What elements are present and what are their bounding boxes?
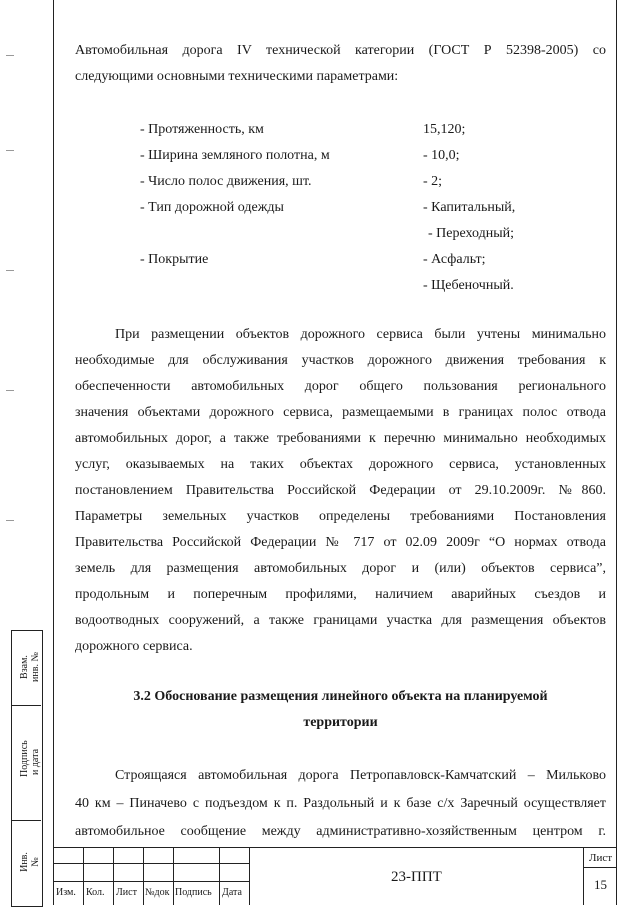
margin-mark	[6, 150, 14, 151]
paragraph-line: автомобильное сообщение между административно-хозяйственным центром г.	[75, 824, 606, 839]
col-line	[53, 847, 54, 905]
side-label-inv: Инв. №	[19, 852, 41, 872]
side-divider	[11, 705, 41, 706]
param-name: - Ширина земляного полотна, м	[140, 148, 330, 163]
side-label-vzam: Взам. инв. №	[19, 652, 41, 682]
col-line	[143, 847, 144, 905]
frame-left-border	[53, 0, 54, 905]
title-block-top-line	[53, 847, 616, 848]
paragraph-line: Строящаяся автомобильная дорога Петропавловск-Камчатский – Мильково	[115, 768, 606, 783]
col-data: Дата	[222, 887, 242, 898]
side-stamp-cells	[11, 630, 41, 905]
col-ndok: №док	[145, 887, 170, 898]
param-value: 15,120;	[423, 122, 466, 137]
intro-line-1: Автомобильная дорога IV технической категории (ГОСТ Р 52398-2005) со	[75, 43, 606, 58]
intro-text	[75, 38, 606, 90]
param-value: - Переходный;	[428, 226, 514, 241]
heading-line-2: территории	[303, 715, 378, 730]
document-code: 23-ППТ	[391, 869, 442, 885]
paragraph-line: При размещении объектов дорожного сервиса были учтены минимально	[115, 327, 606, 342]
col-line	[113, 847, 114, 905]
col-line	[83, 847, 84, 905]
param-row	[135, 169, 535, 195]
paragraph-line: значения объектами дорожного сервиса, размещаемыми в границах полос отвода	[75, 405, 606, 420]
paragraph-line: дорожного сервиса.	[75, 639, 193, 654]
paragraph-line: необходимые для обслуживания участков дорожного движения требования к	[75, 353, 606, 368]
paragraph-line: автомобильных дорог, а также требованиями к перечню минимально необходимых	[75, 431, 606, 446]
frame-right-border	[616, 0, 617, 905]
col-line	[583, 847, 584, 905]
col-line	[219, 847, 220, 905]
margin-mark	[6, 390, 14, 391]
param-value: - Щебеночный.	[423, 278, 514, 293]
parameters-list	[135, 117, 535, 299]
param-row	[135, 195, 535, 221]
paragraph-line: 40 км – Пиначево с подъездом к п. Раздольный и к базе с/х Заречный осуществляет	[75, 796, 606, 811]
col-list: Лист	[116, 887, 137, 898]
param-value: - Асфальт;	[423, 252, 486, 267]
param-value: - 10,0;	[423, 148, 460, 163]
param-row	[135, 117, 535, 143]
title-block	[53, 847, 616, 905]
margin-mark	[6, 270, 14, 271]
paragraph-line: Параметры земельных участков определены требованиями Постановления	[75, 509, 606, 524]
sheet-label: Лист	[589, 852, 613, 864]
side-label-podpis: Подпись и дата	[19, 740, 41, 777]
paragraph-line: продольным и поперечным профилями, наличием аварийных съездов и	[75, 587, 606, 602]
col-line	[173, 847, 174, 905]
section-heading	[75, 684, 606, 736]
col-podpis: Подпись	[175, 887, 212, 898]
margin-mark	[6, 55, 14, 56]
margin-mark	[6, 520, 14, 521]
paragraph-line: обеспеченности автомобильных дорог общего пользования регионального	[75, 379, 606, 394]
sheet-number: 15	[594, 877, 607, 892]
col-line	[249, 847, 250, 905]
col-izm: Изм.	[56, 887, 76, 898]
paragraph-line: водоотводных сооружений, а также границами участка для размещения объектов	[75, 613, 606, 628]
paragraph-line: постановлением Правительства Российской Федерации от 29.10.2009г. №860.	[75, 483, 606, 498]
param-name: - Покрытие	[140, 252, 209, 267]
paragraph-service-requirements	[75, 322, 606, 660]
param-row	[135, 273, 535, 299]
paragraph-road-description	[75, 762, 606, 846]
param-row	[135, 247, 535, 273]
paragraph-line: услуг, оказываемых на таких объектах дорожного сервиса, установленных	[75, 457, 606, 472]
param-row	[135, 221, 535, 247]
param-name: - Число полос движения, шт.	[140, 174, 312, 189]
side-divider	[11, 820, 41, 821]
param-value: - 2;	[423, 174, 443, 189]
param-row	[135, 143, 535, 169]
param-name: - Протяженность, км	[140, 122, 264, 137]
col-kol: Кол.	[86, 887, 105, 898]
paragraph-line: земель для размещения автомобильных дорог и (или) объектов сервиса”,	[75, 561, 606, 576]
paragraph-line: Правительства Российской Федерации № 717 от 02.09 2009г “О нормах отвода	[75, 535, 606, 550]
sheet-cell-line	[583, 867, 616, 868]
param-value: - Капитальный,	[423, 200, 516, 215]
intro-line-2: следующими основными техническими параметрами:	[75, 69, 399, 84]
param-name: - Тип дорожной одежды	[140, 200, 284, 215]
heading-line-1: 3.2 Обоснование размещения линейного объекта на планируемой	[133, 689, 548, 704]
